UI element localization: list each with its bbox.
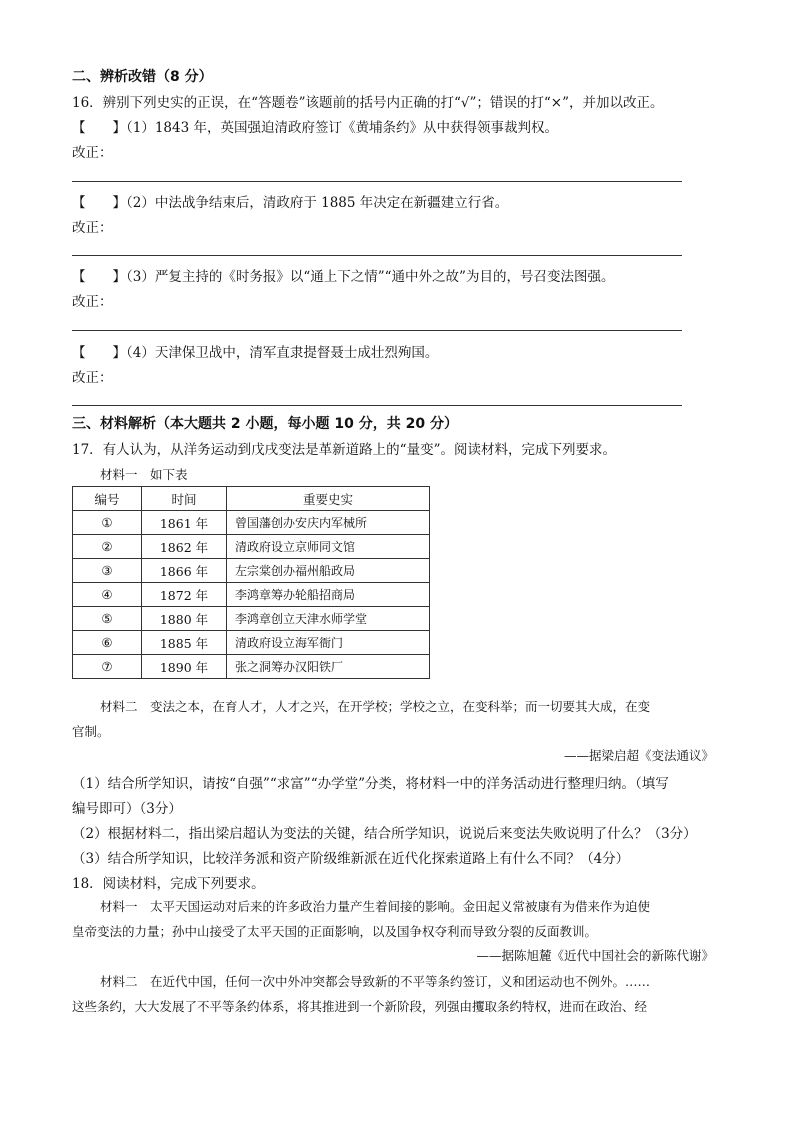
q16-item-text: （3）严复主持的《时务报》以“通上下之情”“通中外之故”为目的，号召变法图强。 bbox=[126, 269, 615, 285]
cell-time: 1872 年 bbox=[142, 583, 227, 607]
q17-part-1-line-2: 编号即可）（3分） bbox=[72, 801, 182, 817]
table-row bbox=[73, 607, 430, 631]
q16-item-3 bbox=[72, 265, 614, 285]
q18-material-2-line-1: 材料二 在近代中国，任何一次中外冲突都会导致新的不平等条约签订，义和团运动也不例外。…… bbox=[100, 974, 651, 989]
q18-material-2-line-2: 这些条约，大大发展了不平等条约体系，将其推进到一个新阶段，列强由攫取条约特权，进而在政治、经 bbox=[72, 999, 648, 1014]
correct-label: 改正： bbox=[72, 220, 113, 236]
material-2-source: ——据梁启超《变法通议》 bbox=[563, 748, 714, 763]
q18-material-1-line-2: 皇帝变法的力量；孙中山接受了太平天国的正面影响，以及国争权夺利而导致分裂的反面教训。 bbox=[72, 924, 598, 939]
header-time: 时间 bbox=[142, 487, 227, 511]
section-2-heading: 二、辨析改错（8 分） bbox=[72, 69, 213, 85]
cell-number: ⑦ bbox=[73, 655, 142, 679]
q18-material-1-source: ——据陈旭麓《近代中国社会的新陈代谢》 bbox=[476, 948, 714, 963]
cell-time: 1862 年 bbox=[142, 535, 227, 559]
material-2-line-1: 材料二 变法之本，在育人才，人才之兴，在开学校；学校之立，在变科举；而一切要其大成，在变 bbox=[100, 699, 651, 714]
table-row bbox=[73, 511, 430, 535]
cell-event: 清政府设立京师同文馆 bbox=[227, 535, 430, 559]
answer-bracket[interactable]: 【 】 bbox=[72, 195, 126, 211]
history-table bbox=[72, 486, 430, 679]
cell-time: 1880 年 bbox=[142, 607, 227, 631]
section-3-heading: 三、材料解析（本大题共 2 小题，每小题 10 分，共 20 分） bbox=[72, 416, 458, 432]
material-2-line-2: 官制。 bbox=[72, 724, 110, 739]
correct-label: 改正： bbox=[72, 145, 113, 161]
q16-prompt: 16．辨别下列史实的正误，在“答题卷”该题前的括号内正确的打“√”；错误的打“×”，并加以改正。 bbox=[72, 95, 664, 111]
q17-part-2: （2）根据材料二，指出梁启超认为变法的关键，结合所学知识，说说后来变法失败说明了什么？（3分） bbox=[72, 826, 697, 842]
cell-time: 1866 年 bbox=[142, 559, 227, 583]
cell-event: 清政府设立海军衙门 bbox=[227, 631, 430, 655]
q18-material-1-line-1: 材料一 太平天国运动对后来的许多政治力量产生着间接的影响。金田起义常被康有为借来作为迫使 bbox=[100, 899, 651, 914]
cell-event: 李鸿章筹办轮船招商局 bbox=[227, 583, 430, 607]
q17-part-1-line-1: （1）结合所学知识，请按“自强”“求富”“办学堂”分类，将材料一中的洋务活动进行整理归纳。（填写 bbox=[72, 776, 669, 792]
correct-label: 改正： bbox=[72, 294, 113, 310]
answer-bracket[interactable]: 【 】 bbox=[72, 269, 126, 285]
cell-number: ② bbox=[73, 535, 142, 559]
table-row bbox=[73, 655, 430, 679]
q17-part-3: （3）结合所学知识，比较洋务派和资产阶级维新派在近代化探索道路上有什么不同？（4分） bbox=[72, 851, 630, 867]
table-header-row bbox=[73, 487, 430, 511]
material-1-label: 材料一 如下表 bbox=[100, 467, 188, 482]
q16-item-text: （2）中法战争结束后，清政府于 1885 年决定在新疆建立行省。 bbox=[126, 195, 509, 211]
cell-number: ⑤ bbox=[73, 607, 142, 631]
table-row bbox=[73, 559, 430, 583]
cell-number: ① bbox=[73, 511, 142, 535]
cell-time: 1861 年 bbox=[142, 511, 227, 535]
correct-label: 改正： bbox=[72, 370, 113, 386]
cell-event: 左宗棠创办福州船政局 bbox=[227, 559, 430, 583]
q18-prompt: 18．阅读材料，完成下列要求。 bbox=[72, 876, 265, 892]
cell-time: 1885 年 bbox=[142, 631, 227, 655]
table-row bbox=[73, 583, 430, 607]
answer-line[interactable] bbox=[72, 330, 682, 331]
cell-event: 张之洞筹办汉阳铁厂 bbox=[227, 655, 430, 679]
q16-item-4 bbox=[72, 341, 438, 361]
answer-line[interactable] bbox=[72, 405, 682, 406]
q17-prompt: 17．有人认为，从洋务运动到戊戌变法是革新道路上的“量变”。阅读材料，完成下列要求。 bbox=[72, 442, 616, 458]
header-number: 编号 bbox=[73, 487, 142, 511]
answer-line[interactable] bbox=[72, 255, 682, 256]
cell-time: 1890 年 bbox=[142, 655, 227, 679]
q16-item-text: （1）1843 年，英国强迫清政府签订《黄埔条约》从中获得领事裁判权。 bbox=[126, 120, 558, 136]
cell-event: 李鸿章创立天津水师学堂 bbox=[227, 607, 430, 631]
q16-item-text: （4）天津保卫战中，清军直隶提督聂士成壮烈殉国。 bbox=[126, 345, 439, 361]
table-row bbox=[73, 535, 430, 559]
cell-event: 曾国藩创办安庆内军械所 bbox=[227, 511, 430, 535]
answer-bracket[interactable]: 【 】 bbox=[72, 120, 126, 136]
answer-bracket[interactable]: 【 】 bbox=[72, 345, 126, 361]
answer-line[interactable] bbox=[72, 181, 682, 182]
header-event: 重要史实 bbox=[227, 487, 430, 511]
cell-number: ⑥ bbox=[73, 631, 142, 655]
cell-number: ④ bbox=[73, 583, 142, 607]
q16-item-2 bbox=[72, 191, 508, 211]
q16-item-1 bbox=[72, 116, 558, 136]
cell-number: ③ bbox=[73, 559, 142, 583]
table-row bbox=[73, 631, 430, 655]
